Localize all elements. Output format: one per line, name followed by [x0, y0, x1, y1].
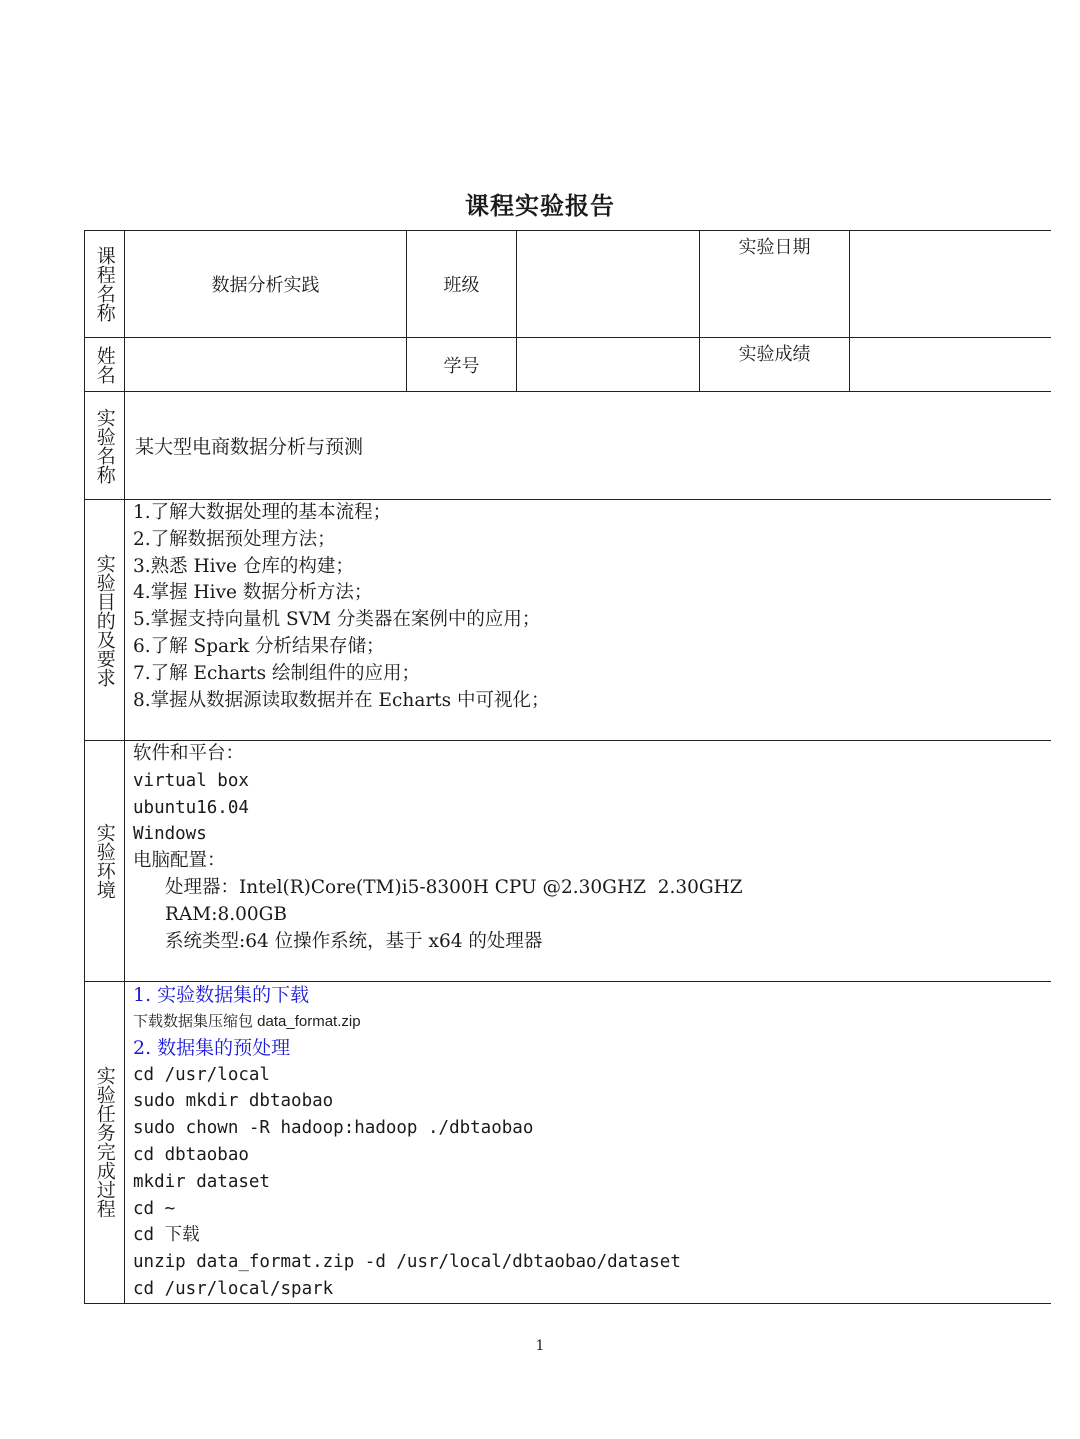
process-content [125, 982, 1051, 1304]
objective-item: 7.了解 Echarts 绘制组件的应用； [133, 662, 420, 684]
hardware-item: RAM:8.00GB [165, 903, 288, 925]
row-experiment-name [85, 392, 1051, 500]
environment-content [125, 741, 1051, 982]
environment-label: 实验环境 [93, 823, 116, 899]
row-objectives [85, 500, 1051, 741]
experiment-name-label-cell [85, 392, 125, 500]
row-course [85, 231, 1051, 338]
objective-item: 2.了解数据预处理方法； [133, 528, 336, 550]
objective-item: 1.了解大数据处理的基本流程； [133, 502, 392, 523]
class-value [517, 231, 700, 338]
step2-title: 2. 数据集的预处理 [133, 1036, 291, 1059]
class-label: 班级 [407, 231, 517, 338]
objective-item: 4.掌握 Hive 数据分析方法； [133, 582, 373, 604]
command-line: sudo mkdir dbtaobao [133, 1091, 334, 1112]
report-table [84, 230, 1051, 1304]
score-label: 实验成绩 [700, 338, 850, 392]
environment-label-cell [85, 741, 125, 982]
command-line: cd /usr/local/spark [133, 1278, 334, 1299]
hardware-item: 处理器：Intel(R)Core(TM)i5-8300H CPU @2.30GHZ 2.30GHZ [165, 876, 743, 898]
hardware-item: 系统类型:64 位操作系统，基于 x64 的处理器 [165, 930, 543, 952]
date-label: 实验日期 [700, 231, 850, 338]
page-number: 1 [535, 1338, 545, 1354]
process-label: 实验任务完成过程 [93, 1066, 116, 1219]
command-line: cd dbtaobao [133, 1144, 249, 1165]
software-item: virtual box [133, 770, 249, 791]
software-heading: 软件和平台： [133, 743, 245, 764]
objective-item: 6.了解 Spark 分析结果存储； [133, 635, 385, 657]
command-line: mkdir dataset [133, 1171, 270, 1192]
command-line: cd ~ [133, 1198, 176, 1219]
objectives-content [125, 500, 1051, 741]
row-environment [85, 741, 1051, 982]
score-value [850, 338, 1051, 392]
command-line: sudo chown -R hadoop:hadoop ./dbtaobao [133, 1118, 534, 1139]
step1-title: 1. 实验数据集的下载 [133, 984, 310, 1006]
report-title: 课程实验报告 [465, 191, 615, 220]
objective-item: 5.掌握支持向量机 SVM 分类器在案例中的应用； [133, 609, 541, 631]
course-name-value: 数据分析实践 [125, 231, 407, 338]
date-value [850, 231, 1051, 338]
software-item: ubuntu16.04 [133, 797, 249, 818]
experiment-name-value: 某大型电商数据分析与预测 [125, 392, 1051, 500]
student-id-value [517, 338, 700, 392]
row-student [85, 338, 1051, 392]
objectives-label-cell [85, 500, 125, 741]
command-line: unzip data_format.zip -d /usr/local/dbtaobao/dataset [133, 1252, 681, 1273]
software-item: Windows [133, 824, 207, 845]
experiment-name-label: 实验名称 [93, 407, 116, 484]
command-line: cd /usr/local [133, 1064, 270, 1085]
course-name-label-cell [85, 231, 125, 338]
row-process [85, 982, 1051, 1304]
step1-note: 下载数据集压缩包 data_format.zip [133, 1012, 361, 1030]
student-name-value [125, 338, 407, 392]
objective-item: 3.熟悉 Hive 仓库的构建； [133, 555, 354, 577]
student-name-label: 姓名 [93, 345, 116, 384]
objectives-label: 实验目的及要求 [93, 553, 116, 687]
objective-item: 8.掌握从数据源读取数据并在 Echarts 中可视化； [133, 689, 550, 711]
student-id-label: 学号 [407, 338, 517, 392]
command-line: cd 下载 [133, 1225, 200, 1246]
student-name-label-cell [85, 338, 125, 392]
course-name-label: 课程名称 [93, 246, 116, 322]
hardware-heading: 电脑配置： [133, 850, 226, 872]
process-label-cell [85, 982, 125, 1304]
